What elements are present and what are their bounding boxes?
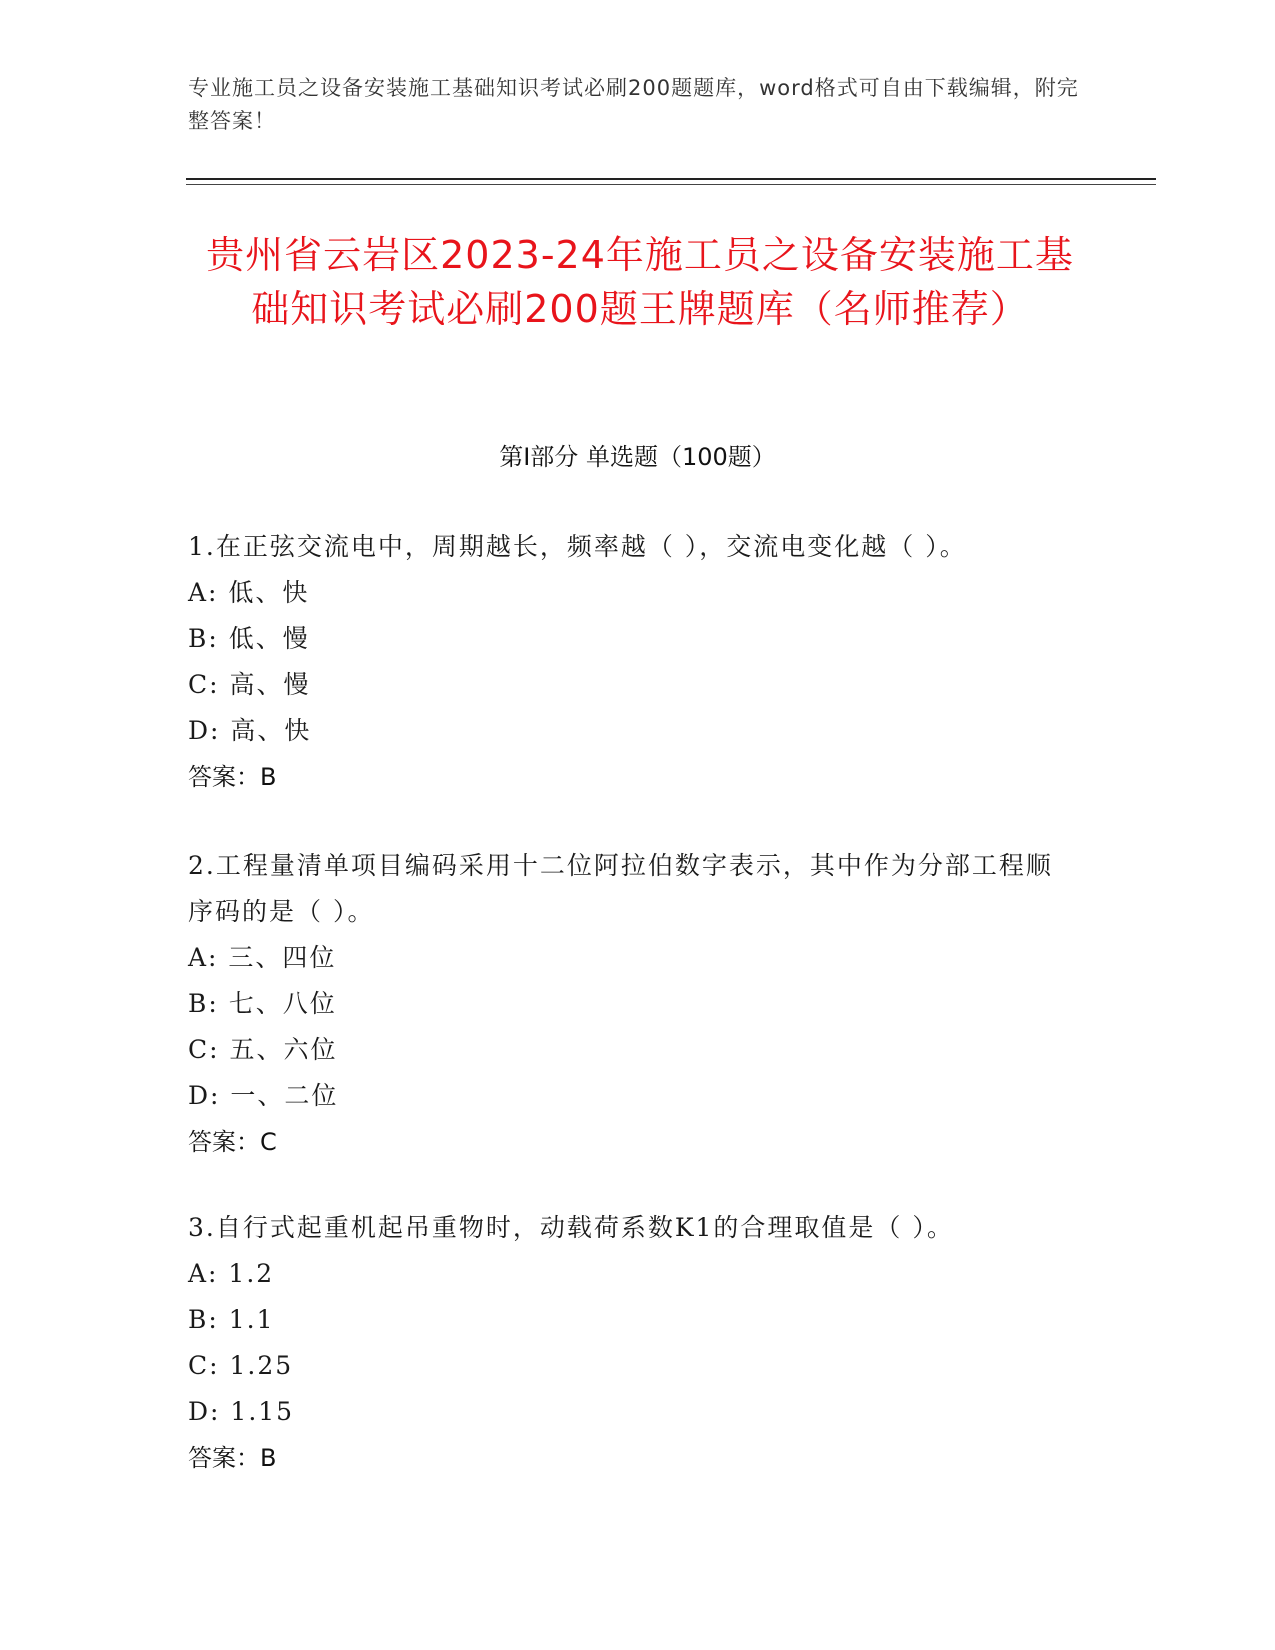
question-1	[188, 524, 1068, 800]
answer: 答案：B	[188, 763, 277, 791]
header-divider-thick	[186, 178, 1156, 180]
answer: 答案：C	[188, 1128, 277, 1156]
option-a: A: 低、快	[188, 578, 310, 607]
answer: 答案：B	[188, 1444, 277, 1472]
option-d: D: 高、快	[188, 716, 312, 745]
option-d: D: 一、二位	[188, 1081, 339, 1110]
option-b: B: 低、慢	[188, 624, 310, 653]
question-stem: 3.自行式起重机起吊重物时，动载荷系数K1的合理取值是（ ）。	[188, 1213, 954, 1242]
option-a: A: 1.2	[188, 1259, 275, 1288]
option-c: C: 1.25	[188, 1351, 294, 1380]
section-heading: 第Ⅰ部分 单选题（100题）	[499, 443, 776, 471]
option-c: C: 高、慢	[188, 670, 311, 699]
document-title: 贵州省云岩区2023-24年施工员之设备安装施工基础知识考试必刷200题王牌题库（名师推荐）	[206, 233, 1074, 331]
option-c: C: 五、六位	[188, 1035, 338, 1064]
header-divider-thin	[186, 184, 1156, 185]
header-note: 专业施工员之设备安装施工基础知识考试必刷200题题库，word格式可自由下载编辑，附完整答案！	[188, 76, 1079, 133]
question-2	[188, 843, 1068, 1165]
option-d: D: 1.15	[188, 1397, 295, 1426]
question-stem: 2.工程量清单项目编码采用十二位阿拉伯数字表示，其中作为分部工程顺序码的是（ ）。	[188, 851, 1053, 926]
option-a: A: 三、四位	[188, 943, 337, 972]
question-stem: 1.在正弦交流电中，周期越长，频率越（ ），交流电变化越（ ）。	[188, 532, 967, 561]
question-3	[188, 1205, 1068, 1481]
option-b: B: 七、八位	[188, 989, 337, 1018]
option-b: B: 1.1	[188, 1305, 275, 1334]
